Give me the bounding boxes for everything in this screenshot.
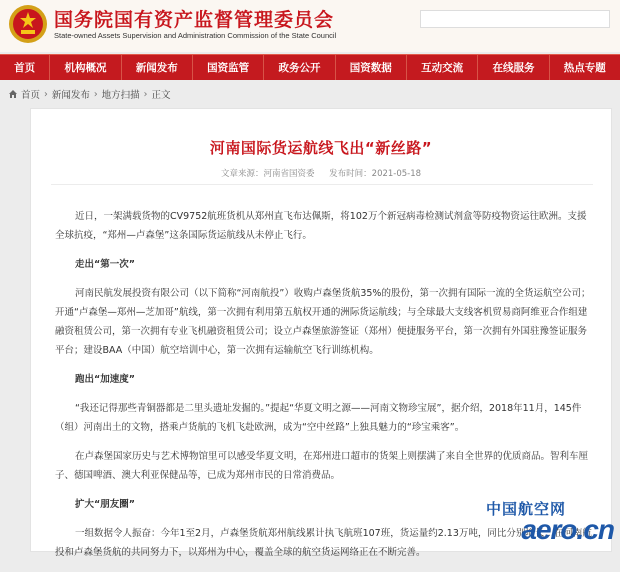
section-heading: 扩大“朋友圈” xyxy=(75,499,135,510)
breadcrumb-current: 正文 xyxy=(151,90,171,101)
nav-item-services[interactable]: 在线服务 xyxy=(478,55,549,80)
breadcrumb-separator: › xyxy=(93,88,98,100)
nav-item-supervision[interactable]: 国资监管 xyxy=(193,55,264,80)
paragraph: 在卢森堡国家历史与艺术博物馆里可以感受华夏文明，在郑州进口超市的货架上则摆满了来自全世界的优质商品。智利车厘子、德国啤酒、澳大利亚保健品等，已成为郑州市民的日常消费品。 xyxy=(55,451,589,481)
breadcrumb-local[interactable]: 地方扫描 xyxy=(101,90,140,101)
site-header xyxy=(0,0,620,52)
nav-item-interaction[interactable]: 互动交流 xyxy=(407,55,478,80)
paragraph: “我还记得那些青铜器都是二里头遗址发掘的。”提起“华夏文明之源——河南文物珍宝展”，据介绍，2018年11月，145件（组）河南出土的文物，搭乘卢货航的飞机飞赴欧洲，成为“空中丝路”上独具魅力的“珍宝乘客”。 xyxy=(55,403,582,433)
article-title: 河南国际货运航线飞出“新丝路” xyxy=(209,139,433,157)
site-title[interactable]: 国务院国有资产监督管理委员会 xyxy=(54,9,335,31)
watermark-en: aero.cn xyxy=(521,514,614,545)
article-source: 文章来源：河南省国资委 xyxy=(220,169,315,179)
article-container xyxy=(30,108,612,558)
divider xyxy=(51,184,593,185)
nav-item-about[interactable]: 机构概况 xyxy=(50,55,121,80)
watermark-cn: 中国航空网 xyxy=(485,500,566,518)
watermark xyxy=(474,498,614,548)
breadcrumb-separator: › xyxy=(143,88,148,100)
paragraph: 一组数据令人振奋：今年1至2月，卢森堡货航郑州航线累计执飞航班107班，货运量约2.13万吨，同比分别增长…在河南航投和卢森堡货航的共同努力下，以郑州为中心，覆盖全球的航空货运网络正在不断完善。 xyxy=(55,528,592,558)
breadcrumb xyxy=(8,86,171,102)
site-subtitle: State-owned Assets Supervision and Administration Commission of the State Council xyxy=(54,31,337,40)
nav-item-data[interactable]: 国资数据 xyxy=(336,55,407,80)
home-icon xyxy=(8,89,18,99)
nav-item-news[interactable]: 新闻发布 xyxy=(122,55,193,80)
nav-item-disclosure[interactable]: 政务公开 xyxy=(264,55,335,80)
nav-item-topics[interactable]: 热点专题 xyxy=(563,62,606,74)
main-nav xyxy=(0,54,620,80)
article-meta xyxy=(31,167,611,179)
breadcrumb-home[interactable]: 首页 xyxy=(21,90,41,101)
paragraph: 河南民航发展投资有限公司（以下简称“河南航投”）收购卢森堡货航35%的股份，第一次拥有国际一流的全货运航空公司；开通“卢森堡—郑州—芝加哥”航线，第一次拥有利用第五航权开通的洲际货运航线；与全球最大支线客机贸易商阿维亚合作组建融资租赁公司，第一次拥有专业飞机融资租赁公司；设立卢森堡旅游签证（郑州）便捷服务平台，第一次拥有外国驻豫签证服务平台；建设BAA（中国）航空培训中心，第一次拥有运输航空飞行训练机构。 xyxy=(55,288,591,356)
national-emblem-icon[interactable] xyxy=(8,4,48,44)
section-heading: 走出“第一次” xyxy=(75,259,135,270)
nav-item-home[interactable]: 首页 xyxy=(0,55,50,80)
breadcrumb-news[interactable]: 新闻发布 xyxy=(51,90,90,101)
paragraph: 近日，一架满载货物的CV9752航班货机从郑州直飞布达佩斯，将102万个新冠病毒检测试剂盒等防疫物资运往欧洲。支援全球抗疫，“郑州—卢森堡”这条国际货运航线从未停止飞行。 xyxy=(55,211,587,241)
breadcrumb-separator: › xyxy=(44,88,48,100)
section-heading: 跑出“加速度” xyxy=(75,374,135,385)
article-date: 发布时间：2021-05-18 xyxy=(329,169,422,179)
search-input[interactable] xyxy=(420,10,610,28)
